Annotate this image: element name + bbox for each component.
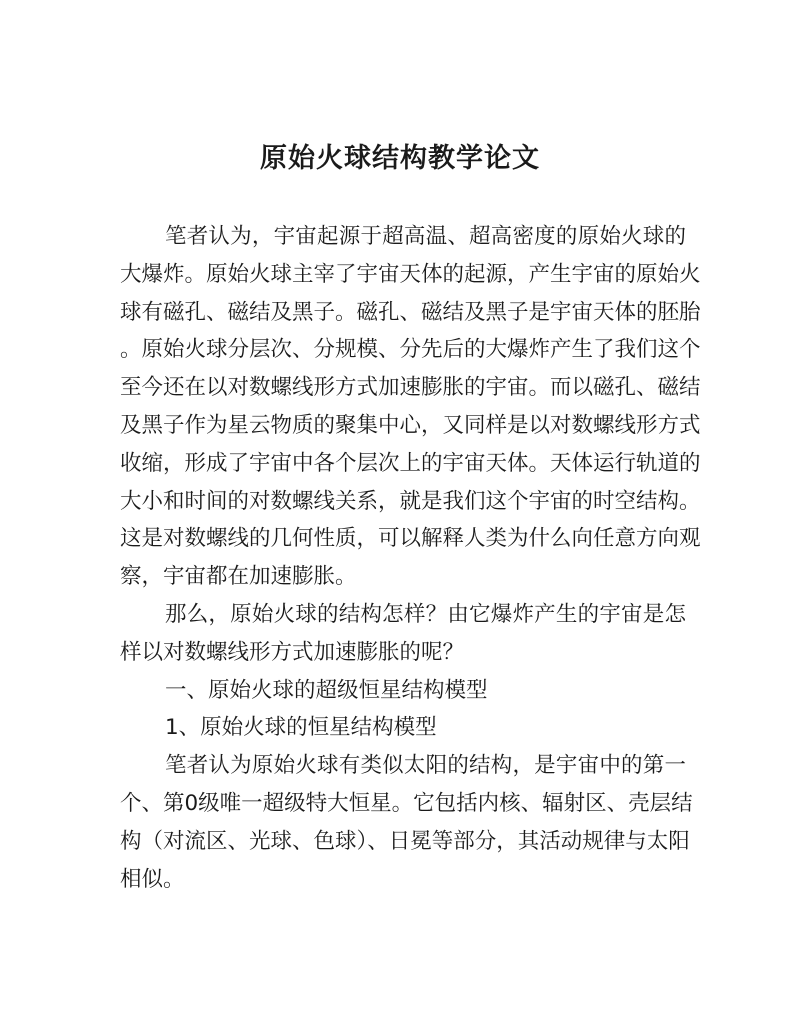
- paragraph-intro: [120, 218, 701, 596]
- subsection-heading: 1、原始火球的恒星结构模型: [165, 715, 437, 741]
- text-line: 球有磁孔、磁结及黑子。磁孔、磁结及黑子是宇宙天体的胚胎: [120, 299, 701, 325]
- text-line: 构（对流区、光球、色球）、日冕等部分，其活动规律与太阳: [120, 828, 690, 854]
- text-line: 收缩，形成了宇宙中各个层次上的宇宙天体。天体运行轨道的: [120, 450, 701, 476]
- text-line: 样以对数螺线形方式加速膨胀的呢？: [120, 639, 465, 665]
- text-line: 那么，原始火球的结构怎样？由它爆炸产生的宇宙是怎: [165, 601, 686, 627]
- paragraph-question: [120, 596, 686, 672]
- text-line: 笔者认为，宇宙起源于超高温、超高密度的原始火球的: [165, 224, 686, 249]
- document-body: [120, 218, 701, 898]
- text-line: 笔者认为原始火球有类似太阳的结构，是宇宙中的第一: [165, 753, 686, 779]
- text-line: 察，宇宙都在加速膨胀。: [120, 564, 357, 590]
- text-line: 个、第0级唯一超级特大恒星。它包括内核、辐射区、壳层结: [120, 790, 693, 816]
- text-line: 至今还在以对数螺线形方式加速膨胀的宇宙。而以磁孔、磁结: [120, 375, 701, 401]
- text-line: 这是对数螺线的几何性质，可以解释人类为什么向任意方向观: [120, 526, 701, 552]
- text-line: 大爆炸。原始火球主宰了宇宙天体的起源，产生宇宙的原始火: [120, 261, 701, 287]
- text-line: 。原始火球分层次、分规模、分先后的大爆炸产生了我们这个: [120, 337, 701, 363]
- document-title: 原始火球结构教学论文: [260, 143, 540, 174]
- text-line: 大小和时间的对数螺线关系，就是我们这个宇宙的时空结构。: [120, 488, 701, 514]
- section-heading: 一、原始火球的超级恒星结构模型: [165, 677, 488, 703]
- text-line: 及黑子作为星云物质的聚集中心，又同样是以对数螺线形方式: [120, 412, 701, 438]
- paragraph-model: [120, 747, 693, 898]
- text-line: 相似。: [120, 866, 185, 892]
